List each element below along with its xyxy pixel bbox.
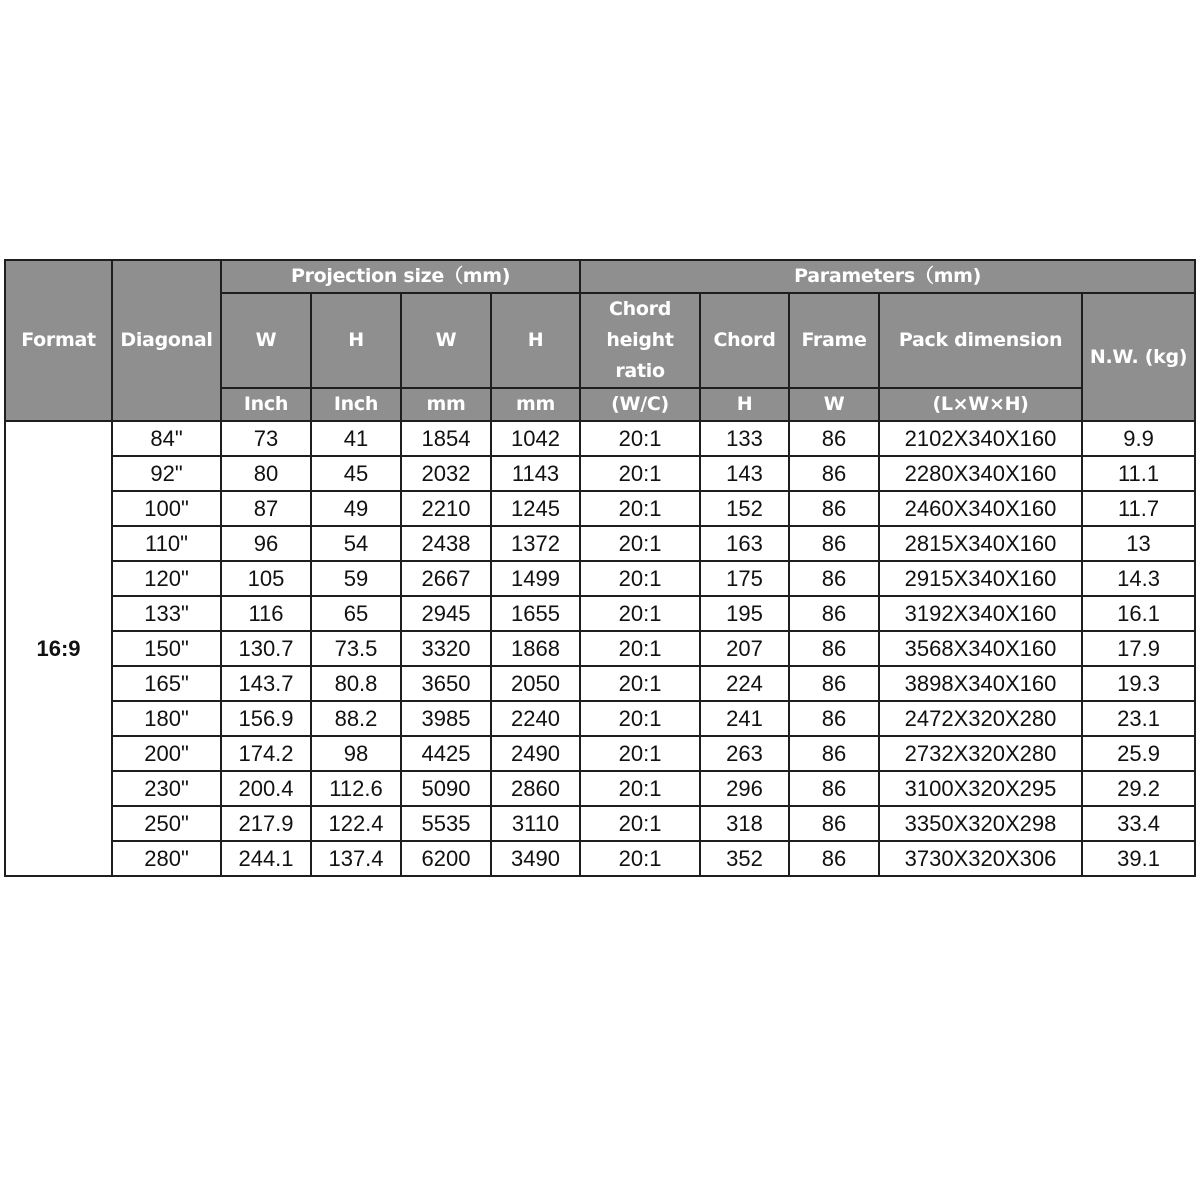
height-inch-cell: 49	[311, 491, 401, 526]
chord-height-cell: 318	[700, 806, 789, 841]
chord-ratio-line-3: ratio	[615, 360, 665, 382]
chord-ratio-cell: 20:1	[580, 771, 700, 806]
width-inch-cell: 87	[221, 491, 311, 526]
net-weight-cell: 16.1	[1082, 596, 1195, 631]
diagonal-cell: 84"	[112, 421, 221, 456]
chord-ratio-cell: 20:1	[580, 526, 700, 561]
diagonal-cell: 280"	[112, 841, 221, 876]
chord-ratio-line-1: Chord	[609, 298, 672, 320]
width-inch-cell: 200.4	[221, 771, 311, 806]
chord-ratio-cell: 20:1	[580, 561, 700, 596]
frame-width-cell: 86	[789, 526, 879, 561]
chord-ratio-cell: 20:1	[580, 421, 700, 456]
unit-mm-width: mm	[401, 388, 491, 421]
width-inch-cell: 80	[221, 456, 311, 491]
pack-dimension-cell: 2472X320X280	[879, 701, 1082, 736]
frame-width-cell: 86	[789, 456, 879, 491]
width-mm-cell: 3320	[401, 631, 491, 666]
chord-ratio-cell: 20:1	[580, 736, 700, 771]
width-mm-cell: 5535	[401, 806, 491, 841]
pack-dimension-cell: 3350X320X298	[879, 806, 1082, 841]
height-mm-cell: 1042	[491, 421, 580, 456]
pack-dimension-cell: 2815X340X160	[879, 526, 1082, 561]
width-mm-cell: 4425	[401, 736, 491, 771]
table-row	[5, 736, 1195, 771]
frame-width-cell: 86	[789, 491, 879, 526]
chord-height-cell: 207	[700, 631, 789, 666]
chord-height-cell: 241	[700, 701, 789, 736]
chord-height-ratio-header	[580, 293, 700, 388]
net-weight-cell: 23.1	[1082, 701, 1195, 736]
width-mm-cell: 2032	[401, 456, 491, 491]
table-header	[5, 260, 1195, 421]
frame-width-cell: 86	[789, 666, 879, 701]
height-mm-cell: 2240	[491, 701, 580, 736]
pack-dimension-cell: 3898X340X160	[879, 666, 1082, 701]
net-weight-cell: 9.9	[1082, 421, 1195, 456]
pack-dimension-cell: 2102X340X160	[879, 421, 1082, 456]
chord-ratio-cell: 20:1	[580, 841, 700, 876]
unit-wc: (W/C)	[580, 388, 700, 421]
chord-height-cell: 152	[700, 491, 789, 526]
diagonal-cell: 92"	[112, 456, 221, 491]
width-inch-cell: 143.7	[221, 666, 311, 701]
table-row	[5, 771, 1195, 806]
height-inch-cell: 80.8	[311, 666, 401, 701]
net-weight-cell: 17.9	[1082, 631, 1195, 666]
pack-dimension-cell: 3568X340X160	[879, 631, 1082, 666]
net-weight-cell: 39.1	[1082, 841, 1195, 876]
net-weight-cell: 19.3	[1082, 666, 1195, 701]
width-inch-cell: 174.2	[221, 736, 311, 771]
pack-dimension-cell: 2280X340X160	[879, 456, 1082, 491]
net-weight-cell: 33.4	[1082, 806, 1195, 841]
diagonal-cell: 200"	[112, 736, 221, 771]
table-row	[5, 631, 1195, 666]
height-mm-cell: 1868	[491, 631, 580, 666]
chord-ratio-cell: 20:1	[580, 701, 700, 736]
projection-width-inch-header: W	[221, 293, 311, 388]
frame-width-cell: 86	[789, 806, 879, 841]
unit-lwh: (L×W×H)	[879, 388, 1082, 421]
height-inch-cell: 112.6	[311, 771, 401, 806]
frame-width-cell: 86	[789, 736, 879, 771]
height-mm-cell: 2860	[491, 771, 580, 806]
net-weight-cell: 13	[1082, 526, 1195, 561]
net-weight-cell: 14.3	[1082, 561, 1195, 596]
chord-height-cell: 296	[700, 771, 789, 806]
chord-height-cell: 143	[700, 456, 789, 491]
table-row	[5, 491, 1195, 526]
width-inch-cell: 217.9	[221, 806, 311, 841]
net-weight-cell: 11.1	[1082, 456, 1195, 491]
frame-header: Frame	[789, 293, 879, 388]
width-inch-cell: 116	[221, 596, 311, 631]
pack-dimension-cell: 2732X320X280	[879, 736, 1082, 771]
chord-ratio-cell: 20:1	[580, 596, 700, 631]
chord-height-cell: 352	[700, 841, 789, 876]
width-inch-cell: 156.9	[221, 701, 311, 736]
net-weight-cell: 25.9	[1082, 736, 1195, 771]
width-inch-cell: 130.7	[221, 631, 311, 666]
diagonal-cell: 120"	[112, 561, 221, 596]
height-mm-cell: 1499	[491, 561, 580, 596]
pack-dimension-cell: 3100X320X295	[879, 771, 1082, 806]
width-mm-cell: 3985	[401, 701, 491, 736]
height-inch-cell: 98	[311, 736, 401, 771]
chord-height-cell: 263	[700, 736, 789, 771]
height-mm-cell: 1655	[491, 596, 580, 631]
height-mm-cell: 1372	[491, 526, 580, 561]
width-mm-cell: 5090	[401, 771, 491, 806]
height-inch-cell: 41	[311, 421, 401, 456]
specification-table	[4, 259, 1196, 877]
chord-ratio-cell: 20:1	[580, 631, 700, 666]
height-mm-cell: 2050	[491, 666, 580, 701]
table-row	[5, 596, 1195, 631]
diagonal-header: Diagonal	[112, 260, 221, 421]
pack-dimension-cell: 3192X340X160	[879, 596, 1082, 631]
width-inch-cell: 244.1	[221, 841, 311, 876]
diagonal-cell: 230"	[112, 771, 221, 806]
table-row	[5, 561, 1195, 596]
frame-width-cell: 86	[789, 596, 879, 631]
net-weight-cell: 11.7	[1082, 491, 1195, 526]
diagonal-cell: 150"	[112, 631, 221, 666]
chord-ratio-cell: 20:1	[580, 456, 700, 491]
unit-frame-w: W	[789, 388, 879, 421]
chord-ratio-line-2: height	[606, 329, 674, 351]
table-row	[5, 456, 1195, 491]
width-mm-cell: 3650	[401, 666, 491, 701]
chord-ratio-cell: 20:1	[580, 491, 700, 526]
chord-header: Chord	[700, 293, 789, 388]
chord-ratio-cell: 20:1	[580, 666, 700, 701]
chord-height-cell: 175	[700, 561, 789, 596]
table-row	[5, 841, 1195, 876]
unit-inch-height: Inch	[311, 388, 401, 421]
diagonal-cell: 133"	[112, 596, 221, 631]
width-mm-cell: 2438	[401, 526, 491, 561]
pack-dimension-cell: 2915X340X160	[879, 561, 1082, 596]
unit-chord-h: H	[700, 388, 789, 421]
height-inch-cell: 59	[311, 561, 401, 596]
height-mm-cell: 3490	[491, 841, 580, 876]
chord-height-cell: 224	[700, 666, 789, 701]
chord-height-cell: 195	[700, 596, 789, 631]
width-inch-cell: 96	[221, 526, 311, 561]
diagonal-cell: 100"	[112, 491, 221, 526]
net-weight-header: N.W. (kg)	[1082, 293, 1195, 421]
height-mm-cell: 2490	[491, 736, 580, 771]
width-mm-cell: 2945	[401, 596, 491, 631]
height-inch-cell: 88.2	[311, 701, 401, 736]
frame-width-cell: 86	[789, 561, 879, 596]
diagonal-cell: 110"	[112, 526, 221, 561]
projection-width-mm-header: W	[401, 293, 491, 388]
height-inch-cell: 73.5	[311, 631, 401, 666]
frame-width-cell: 86	[789, 701, 879, 736]
height-mm-cell: 1245	[491, 491, 580, 526]
chord-ratio-cell: 20:1	[580, 806, 700, 841]
chord-height-cell: 163	[700, 526, 789, 561]
format-header: Format	[5, 260, 112, 421]
frame-width-cell: 86	[789, 771, 879, 806]
table-row	[5, 806, 1195, 841]
width-inch-cell: 73	[221, 421, 311, 456]
table-row	[5, 701, 1195, 736]
unit-mm-height: mm	[491, 388, 580, 421]
height-mm-cell: 1143	[491, 456, 580, 491]
height-inch-cell: 65	[311, 596, 401, 631]
width-mm-cell: 6200	[401, 841, 491, 876]
diagonal-cell: 165"	[112, 666, 221, 701]
width-mm-cell: 2210	[401, 491, 491, 526]
table-body	[5, 421, 1195, 876]
height-inch-cell: 54	[311, 526, 401, 561]
pack-dimension-cell: 3730X320X306	[879, 841, 1082, 876]
table-row	[5, 421, 1195, 456]
projection-size-header: Projection size（mm)	[221, 260, 580, 293]
pack-dimension-header: Pack dimension	[879, 293, 1082, 388]
table-row	[5, 666, 1195, 701]
projection-height-inch-header: H	[311, 293, 401, 388]
net-weight-cell: 29.2	[1082, 771, 1195, 806]
height-inch-cell: 122.4	[311, 806, 401, 841]
height-inch-cell: 45	[311, 456, 401, 491]
width-inch-cell: 105	[221, 561, 311, 596]
width-mm-cell: 2667	[401, 561, 491, 596]
projection-height-mm-header: H	[491, 293, 580, 388]
width-mm-cell: 1854	[401, 421, 491, 456]
format-cell: 16:9	[5, 421, 112, 876]
frame-width-cell: 86	[789, 421, 879, 456]
frame-width-cell: 86	[789, 631, 879, 666]
parameters-header: Parameters（mm)	[580, 260, 1195, 293]
height-inch-cell: 137.4	[311, 841, 401, 876]
diagonal-cell: 180"	[112, 701, 221, 736]
frame-width-cell: 86	[789, 841, 879, 876]
table-row	[5, 526, 1195, 561]
pack-dimension-cell: 2460X340X160	[879, 491, 1082, 526]
chord-height-cell: 133	[700, 421, 789, 456]
height-mm-cell: 3110	[491, 806, 580, 841]
unit-inch-width: Inch	[221, 388, 311, 421]
diagonal-cell: 250"	[112, 806, 221, 841]
